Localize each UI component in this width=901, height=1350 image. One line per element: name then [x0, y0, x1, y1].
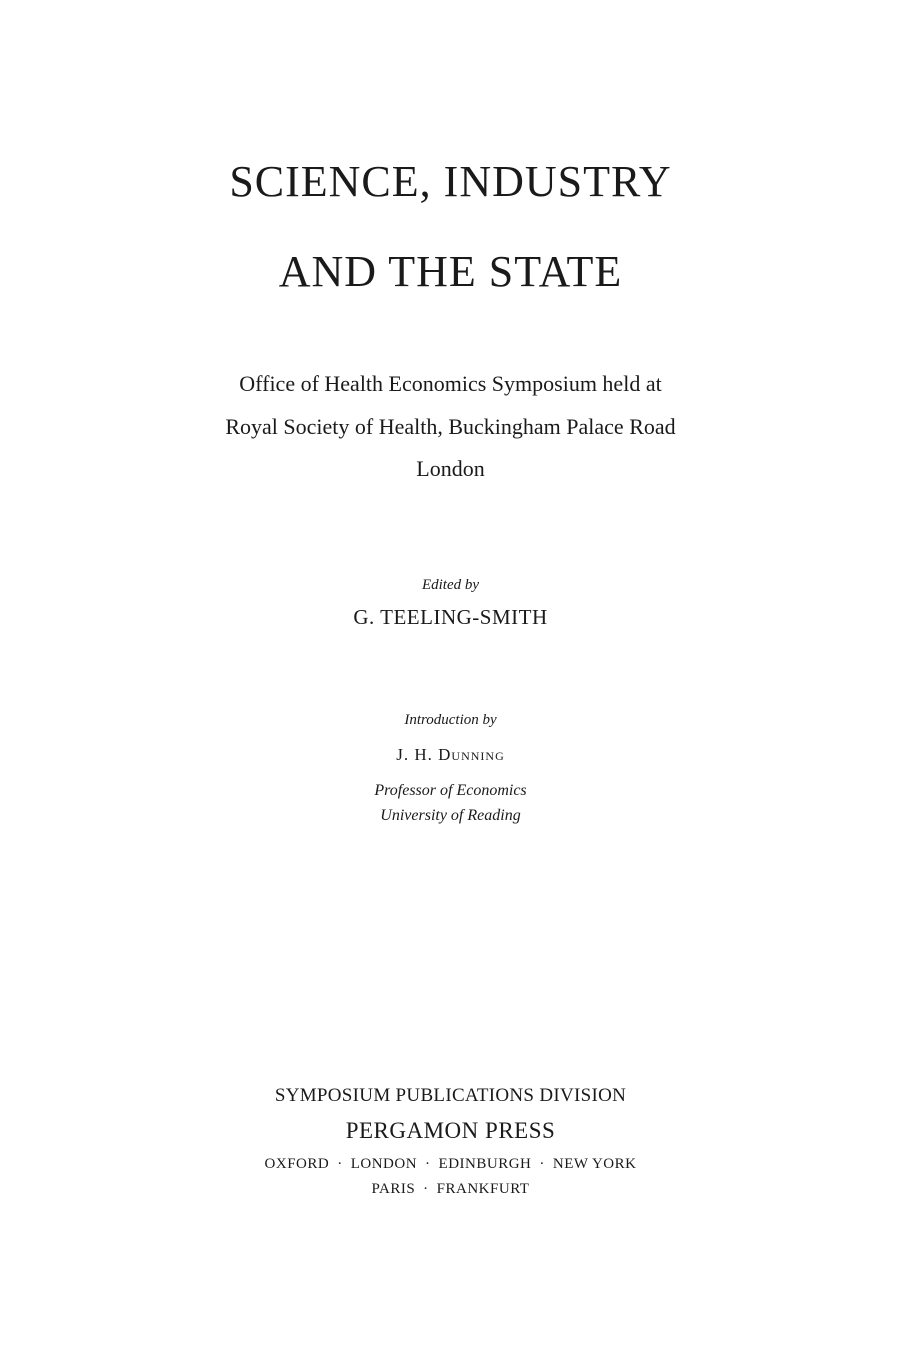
symposium-line-1: Office of Health Economics Symposium held at [239, 371, 662, 396]
editor-name: G. TEELING-SMITH [353, 605, 548, 629]
city-separator: · [423, 1181, 429, 1197]
city-separator: · [425, 1156, 431, 1172]
city-oxford: OXFORD [264, 1156, 330, 1172]
book-title-line-1: SCIENCE, INDUSTRY [229, 157, 672, 206]
city-frankfurt: FRANKFURT [436, 1181, 530, 1197]
city-new-york: NEW YORK [552, 1156, 637, 1172]
publisher-division: SYMPOSIUM PUBLICATIONS DIVISION [274, 1085, 627, 1106]
publisher-name: PERGAMON PRESS [345, 1118, 556, 1143]
city-edinburgh: EDINBURGH [438, 1156, 532, 1172]
introduction-author-initials: J. H. D [396, 745, 452, 764]
symposium-line-3: London [416, 456, 485, 481]
publisher-cities-line-2 [0, 1182, 901, 1197]
author-position: Professor of Economics [374, 782, 527, 799]
city-separator: · [337, 1156, 343, 1172]
city-separator: · [539, 1156, 545, 1172]
author-institution: University of Reading [380, 807, 521, 824]
city-london: LONDON [350, 1156, 418, 1172]
city-paris: PARIS [371, 1181, 416, 1197]
introduction-author-surname: unning [451, 745, 505, 764]
symposium-line-2: Royal Society of Health, Buckingham Palace Road [225, 414, 676, 439]
publisher-cities-line-1 [0, 1157, 901, 1172]
introduction-author [0, 746, 901, 763]
introduction-by-label: Introduction by [404, 712, 497, 728]
edited-by-label: Edited by [421, 577, 480, 593]
book-title-line-2: AND THE STATE [278, 247, 623, 296]
